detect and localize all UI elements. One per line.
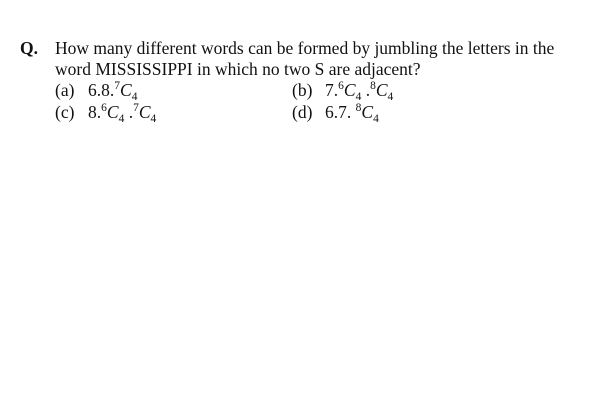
question-stem [20, 38, 580, 80]
math-text: . [361, 80, 371, 100]
math-text: . [124, 102, 134, 122]
superscript: 6 [101, 102, 107, 114]
option-expression [325, 80, 393, 101]
superscript: 8 [370, 80, 376, 92]
option-c[interactable] [55, 102, 292, 123]
option-b[interactable] [292, 80, 512, 101]
math-text: 6.7. [325, 102, 356, 122]
combination-symbol: C [343, 80, 356, 100]
option-expression [88, 80, 137, 101]
superscript: 7 [133, 102, 139, 114]
combination-symbol: C [375, 80, 388, 100]
combination-symbol: C [120, 80, 132, 100]
superscript: 6 [338, 80, 344, 92]
option-a[interactable] [55, 80, 292, 101]
superscript: 8 [355, 102, 362, 114]
math-text: 7. [325, 80, 339, 100]
combination-symbol: C [138, 102, 151, 122]
option-expression [88, 102, 156, 123]
math-text: 8. [88, 102, 102, 122]
option-label: (d) [292, 102, 313, 122]
option-label: (c) [55, 102, 75, 122]
option-label: (b) [292, 80, 313, 100]
option-label: (a) [55, 80, 75, 100]
combination-symbol: C [361, 102, 374, 122]
combination-symbol: C [106, 102, 119, 122]
question-text: How many different words can be formed by jumbling the letters in the word MISSISSIPPI in which no two S are adjacent? [55, 38, 555, 79]
answer-options [55, 80, 580, 123]
option-d[interactable] [292, 102, 512, 123]
option-expression [325, 102, 379, 123]
superscript: 7 [114, 80, 120, 92]
subscript: 4 [118, 113, 125, 125]
subscript: 4 [150, 113, 157, 125]
subscript: 4 [131, 91, 138, 103]
subscript: 4 [373, 113, 379, 125]
question-label: Q. [20, 38, 38, 58]
math-text: 6.8. [88, 80, 115, 100]
subscript: 4 [387, 91, 394, 103]
subscript: 4 [355, 91, 362, 103]
question-block [20, 38, 580, 123]
